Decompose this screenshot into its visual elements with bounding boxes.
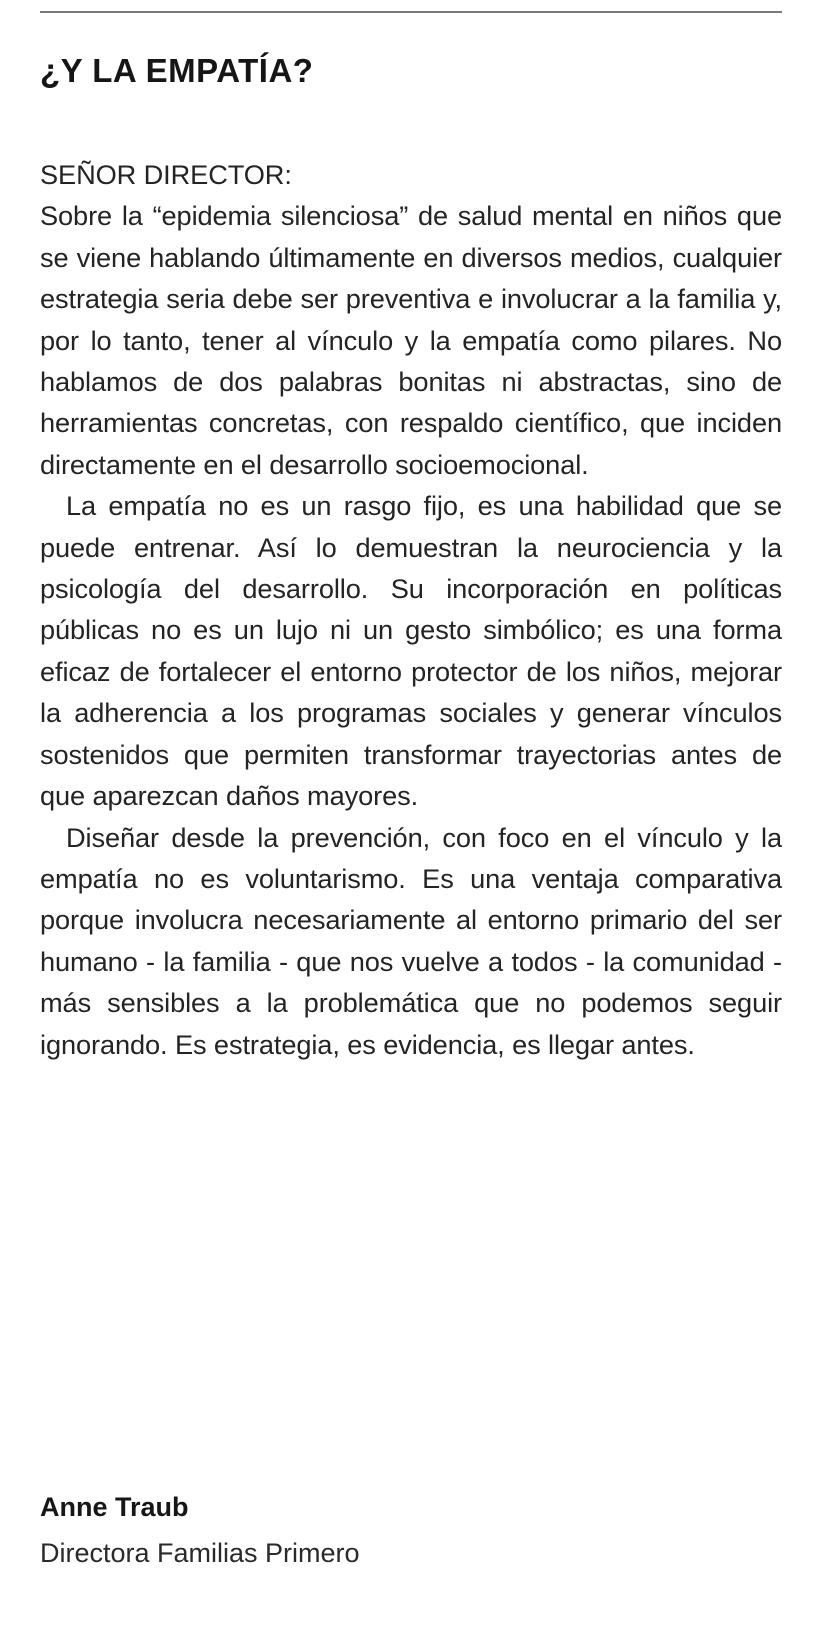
- headline: ¿Y LA EMPATÍA?: [40, 52, 314, 89]
- paragraph-1: Sobre la “epidemia silenciosa” de salud mental en niños que se viene hablando últimamente en diversos medios, cualquier estrategia seria debe ser preventiva e involucrar a la familia y, por lo tanto, tener al vínculo y la empatía como pilares. No hablamos de dos palabras bonitas ni abstractas, sino de herramientas concretas, con respaldo científico, que inciden directamente en el desarrollo socioemocional.: [40, 200, 782, 480]
- author-role: Directora Familias Primero: [40, 1538, 360, 1568]
- signature-block: [40, 1490, 782, 1570]
- letter-body: [40, 154, 782, 1065]
- author-name: Anne Traub: [40, 1492, 189, 1522]
- salutation: SEÑOR DIRECTOR:: [40, 159, 292, 190]
- paragraph-3: Diseñar desde la prevención, con foco en el vínculo y la empatía no es voluntarismo. Es una ventaja comparativa porque involucra necesariamente al entorno primario del ser humano - la familia - que nos vuelve a todos - la comunidad - más sensibles a la problemática que no podemos seguir ignorando. Es estrategia, es evidencia, es llegar antes.: [40, 821, 782, 1060]
- paragraph-2: La empatía no es un rasgo fijo, es una habilidad que se puede entrenar. Así lo demuestran la neurociencia y la psicología del desarrollo. Su incorporación en políticas públicas no es un lujo ni un gesto simbólico; es una forma eficaz de fortalecer el entorno protector de los niños, mejorar la adherencia a los programas sociales y generar vínculos sostenidos que permiten transformar trayectorias antes de que aparezcan daños mayores.: [40, 490, 782, 812]
- top-divider: [40, 11, 782, 13]
